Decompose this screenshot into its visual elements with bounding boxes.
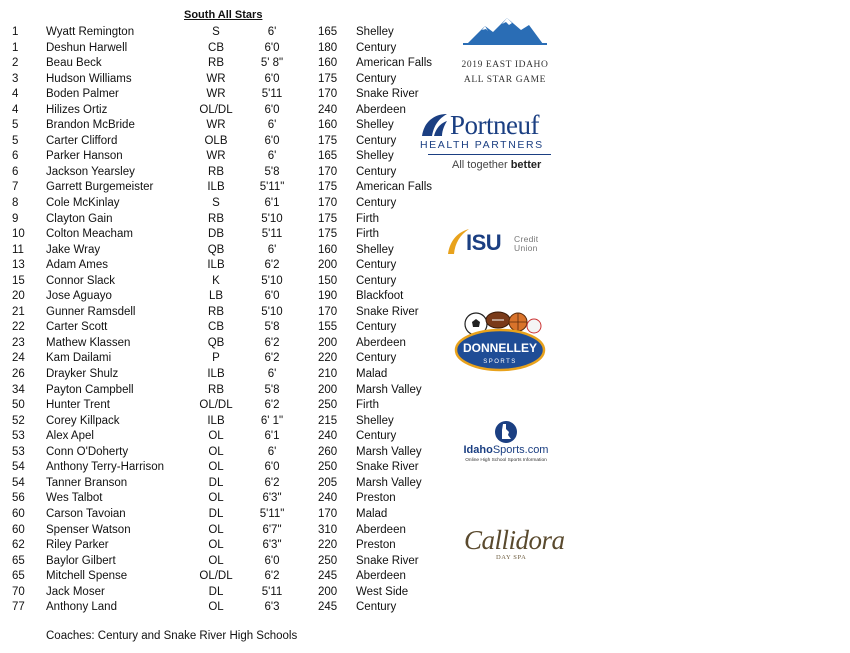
- player-weight: 200: [318, 585, 338, 598]
- player-weight: 250: [318, 554, 338, 567]
- east-idaho-logo: [455, 16, 555, 88]
- player-weight: 170: [318, 507, 338, 520]
- player-weight: 175: [318, 212, 338, 225]
- player-name: Connor Slack: [46, 274, 116, 287]
- player-weight: 210: [318, 368, 338, 381]
- roster-row: 2 Beau Beck RB 5' 8" 160 American Falls: [0, 56, 440, 72]
- portneuf-mark-icon: [420, 112, 448, 138]
- roster-row: 6 Parker Hanson WR 6' 165 Shelley: [0, 149, 440, 165]
- player-school: Century: [356, 352, 397, 365]
- roster-row: 77 Anthony Land OL 6'3 245 Century: [0, 600, 440, 616]
- roster-row: 65 Mitchell Spense OL/DL 6'2 245 Aberdeen: [0, 569, 440, 585]
- player-weight: 250: [318, 461, 338, 474]
- player-number: 10: [12, 228, 25, 241]
- player-number: 20: [12, 290, 25, 303]
- roster-row: 9 Clayton Gain RB 5'10 175 Firth: [0, 212, 440, 228]
- player-number: 5: [12, 134, 19, 147]
- coaches-note: Coaches: Century and Snake River High Schools: [46, 630, 298, 642]
- player-school: Snake River: [356, 305, 419, 318]
- player-weight: 160: [318, 119, 338, 132]
- roster-row: 1 Deshun Harwell CB 6'0 180 Century: [0, 41, 440, 57]
- player-name: Jake Wray: [46, 243, 101, 256]
- player-number: 70: [12, 585, 25, 598]
- roster-row: 60 Spenser Watson OL 6'7" 310 Aberdeen: [0, 523, 440, 539]
- isu-name: ISU: [466, 230, 502, 255]
- roster-row: 54 Anthony Terry-Harrison OL 6'0 250 Snake River: [0, 460, 440, 476]
- player-school: American Falls: [356, 57, 433, 70]
- baseball-icon: [527, 319, 541, 333]
- player-school: Firth: [356, 399, 379, 412]
- donnelley-sports-logo: [452, 310, 548, 376]
- player-number: 13: [12, 259, 25, 272]
- player-weight: 250: [318, 399, 338, 412]
- player-number: 54: [12, 461, 25, 474]
- player-school: Snake River: [356, 88, 419, 101]
- roster-row: 3 Hudson Williams WR 6'0 175 Century: [0, 72, 440, 88]
- player-weight: 180: [318, 41, 338, 54]
- player-number: 65: [12, 554, 25, 567]
- player-name: Parker Hanson: [46, 150, 123, 163]
- player-school: Century: [356, 274, 397, 287]
- roster-row: 13 Adam Ames ILB 6'2 200 Century: [0, 258, 440, 274]
- player-number: 11: [12, 243, 24, 256]
- player-number: 24: [12, 352, 25, 365]
- player-school: Shelley: [356, 150, 394, 163]
- roster-row: 60 Carson Tavoian DL 5'11" 170 Malad: [0, 507, 440, 523]
- player-name: Drayker Shulz: [46, 368, 119, 381]
- roster-row: 6 Jackson Yearsley RB 5'8 170 Century: [0, 165, 440, 181]
- player-number: 60: [12, 523, 25, 536]
- player-number: 50: [12, 399, 25, 412]
- player-school: Firth: [356, 228, 379, 241]
- portneuf-sub: HEALTH PARTNERS: [420, 139, 544, 151]
- player-school: Snake River: [356, 461, 419, 474]
- player-weight: 175: [318, 228, 338, 241]
- player-name: Wyatt Remington: [46, 26, 135, 38]
- player-weight: 165: [318, 26, 338, 38]
- roster-row: 1 Wyatt Remington S 6' 165 Shelley: [0, 25, 440, 41]
- east-idaho-line2: ALL STAR GAME: [463, 75, 547, 85]
- player-number: 1: [12, 26, 19, 38]
- player-weight: 240: [318, 492, 338, 505]
- player-weight: 205: [318, 476, 338, 489]
- player-number: 52: [12, 414, 25, 427]
- donnelley-sub: SPORTS: [483, 359, 517, 365]
- player-school: Century: [356, 321, 397, 334]
- roster-row: 7 Garrett Burgemeister ILB 5'11" 175 American Falls: [0, 180, 440, 196]
- player-name: Jose Aguayo: [46, 290, 112, 303]
- player-name: Gunner Ramsdell: [46, 305, 136, 318]
- player-weight: 150: [318, 274, 338, 287]
- player-number: 23: [12, 336, 25, 349]
- player-number: 53: [12, 445, 25, 458]
- player-name: Hudson Williams: [46, 72, 132, 85]
- player-name: Tanner Branson: [46, 476, 128, 489]
- portneuf-name: Portneuf: [450, 110, 539, 140]
- player-number: 22: [12, 321, 25, 334]
- player-weight: 175: [318, 134, 338, 147]
- player-weight: 200: [318, 383, 338, 396]
- player-number: 77: [12, 601, 25, 614]
- player-weight: 220: [318, 352, 338, 365]
- player-name: Hunter Trent: [46, 399, 110, 412]
- player-number: 56: [12, 492, 25, 505]
- player-school: Shelley: [356, 119, 394, 132]
- player-name: Jackson Yearsley: [46, 165, 135, 178]
- player-weight: 245: [318, 570, 338, 583]
- player-name: Anthony Terry-Harrison: [46, 461, 165, 474]
- player-number: 62: [12, 539, 25, 552]
- roster-row: 15 Connor Slack K 5'10 150 Century: [0, 274, 440, 290]
- idahosports-name: IdahoSports.com: [463, 444, 549, 456]
- player-number: 6: [12, 150, 19, 163]
- player-school: Malad: [356, 368, 388, 381]
- player-number: 54: [12, 476, 25, 489]
- roster-row: 70 Jack Moser DL 5'11 200 West Side: [0, 585, 440, 601]
- roster-row: 53 Alex Apel OL 6'1 240 Century: [0, 429, 440, 445]
- player-school: Shelley: [356, 414, 394, 427]
- player-name: Jack Moser: [46, 585, 105, 598]
- player-name: Alex Apel: [46, 430, 94, 443]
- player-name: Boden Palmer: [46, 88, 119, 101]
- player-school: Shelley: [356, 26, 394, 38]
- roster-row: 56 Wes Talbot OL 6'3" 240 Preston: [0, 491, 440, 507]
- roster-row: 5 Carter Clifford OLB 6'0 175 Century: [0, 134, 440, 150]
- player-name: Beau Beck: [46, 57, 102, 70]
- player-school: Aberdeen: [356, 570, 406, 583]
- player-number: 15: [12, 274, 25, 287]
- roster-row: 20 Jose Aguayo LB 6'0 190 Blackfoot: [0, 289, 440, 305]
- callidora-name: Callidora: [464, 525, 565, 555]
- portneuf-divider: [428, 154, 551, 155]
- player-school: Marsh Valley: [356, 445, 422, 458]
- idahosports-logo: [456, 420, 556, 470]
- player-weight: 220: [318, 539, 338, 552]
- roster-row: 11 Jake Wray QB 6' 160 Shelley: [0, 243, 440, 259]
- roster-row: 22 Carter Scott CB 5'8 155 Century: [0, 320, 440, 336]
- player-number: 4: [12, 103, 19, 116]
- player-school: Century: [356, 197, 397, 210]
- player-name: Carter Scott: [46, 321, 108, 334]
- roster-row: 62 Riley Parker OL 6'3" 220 Preston: [0, 538, 440, 554]
- player-number: 60: [12, 507, 25, 520]
- player-weight: 175: [318, 72, 338, 85]
- player-school: Firth: [356, 212, 379, 225]
- callidora-logo: [458, 524, 565, 562]
- player-number: 34: [12, 383, 25, 396]
- player-name: Colton Meacham: [46, 228, 133, 241]
- player-school: Aberdeen: [356, 336, 406, 349]
- player-number: 53: [12, 430, 25, 443]
- roster-row: 26 Drayker Shulz ILB 6' 210 Malad: [0, 367, 440, 383]
- player-weight: 240: [318, 430, 338, 443]
- player-weight: 165: [318, 150, 338, 163]
- east-idaho-line1: 2019 EAST IDAHO: [461, 60, 549, 70]
- player-weight: 260: [318, 445, 338, 458]
- portneuf-logo: [418, 110, 558, 176]
- roster-row: 8 Cole McKinlay S 6'1 170 Century: [0, 196, 440, 212]
- player-weight: 170: [318, 197, 338, 210]
- player-school: Century: [356, 41, 397, 54]
- player-school: Preston: [356, 539, 396, 552]
- mountain-icon: [463, 16, 547, 46]
- player-number: 8: [12, 197, 19, 210]
- player-name: Adam Ames: [46, 259, 108, 272]
- player-school: Malad: [356, 507, 388, 520]
- roster-row: 24 Kam Dailami P 6'2 220 Century: [0, 351, 440, 367]
- player-school: West Side: [356, 585, 409, 598]
- player-weight: 160: [318, 243, 338, 256]
- player-school: Aberdeen: [356, 103, 406, 116]
- player-weight: 240: [318, 103, 338, 116]
- player-name: Deshun Harwell: [46, 41, 128, 54]
- player-weight: 155: [318, 321, 338, 334]
- player-name: Mitchell Spense: [46, 570, 128, 583]
- player-name: Kam Dailami: [46, 352, 112, 365]
- player-number: 9: [12, 212, 19, 225]
- player-number: 4: [12, 88, 19, 101]
- player-school: Aberdeen: [356, 523, 406, 536]
- player-name: Brandon McBride: [46, 119, 135, 132]
- player-name: Garrett Burgemeister: [46, 181, 154, 194]
- isu-subtitle: Credit Union: [514, 234, 539, 253]
- player-school: Century: [356, 601, 397, 614]
- player-weight: 170: [318, 165, 338, 178]
- player-name: Hilizes Ortiz: [46, 103, 108, 116]
- player-weight: 200: [318, 336, 338, 349]
- player-number: 1: [12, 41, 19, 54]
- idahosports-sub: Online High School Sports Information: [465, 458, 547, 463]
- roster-row: 4 Boden Palmer WR 5'11 170 Snake River: [0, 87, 440, 103]
- player-number: 3: [12, 72, 19, 85]
- player-name: Riley Parker: [46, 539, 109, 552]
- roster-row: 52 Corey Killpack ILB 6' 1" 215 Shelley: [0, 414, 440, 430]
- player-school: Preston: [356, 492, 396, 505]
- roster-row: 65 Baylor Gilbert OL 6'0 250 Snake River: [0, 554, 440, 570]
- player-number: 2: [12, 57, 19, 70]
- callidora-sub: DAY SPA: [496, 554, 527, 561]
- player-weight: 190: [318, 290, 338, 303]
- player-number: 7: [12, 181, 19, 194]
- player-school: Shelley: [356, 243, 394, 256]
- player-name: Carson Tavoian: [46, 507, 126, 520]
- roster-table: [0, 25, 440, 616]
- player-school: Century: [356, 259, 397, 272]
- roster-row: 23 Mathew Klassen QB 6'2 200 Aberdeen: [0, 336, 440, 352]
- player-school: Century: [356, 165, 397, 178]
- player-name: Mathew Klassen: [46, 336, 131, 349]
- roster-row: 4 Hilizes Ortiz OL/DL 6'0 240 Aberdeen: [0, 103, 440, 119]
- player-name: Cole McKinlay: [46, 197, 120, 210]
- player-school: Marsh Valley: [356, 383, 422, 396]
- roster-row: 50 Hunter Trent OL/DL 6'2 250 Firth: [0, 398, 440, 414]
- player-weight: 160: [318, 57, 338, 70]
- idaho-state-icon: [493, 420, 519, 444]
- player-number: 21: [12, 305, 25, 318]
- player-weight: 245: [318, 601, 338, 614]
- page-title: South All Stars: [184, 9, 263, 21]
- player-weight: 310: [318, 523, 338, 536]
- player-school: Century: [356, 72, 397, 85]
- player-number: 26: [12, 368, 25, 381]
- player-number: 65: [12, 570, 25, 583]
- portneuf-tagline: All together better: [452, 159, 542, 171]
- player-school: Blackfoot: [356, 290, 404, 303]
- player-weight: 170: [318, 305, 338, 318]
- donnelley-name: DONNELLEY: [462, 341, 538, 355]
- player-number: 6: [12, 165, 19, 178]
- roster-row: 53 Conn O'Doherty OL 6' 260 Marsh Valley: [0, 445, 440, 461]
- player-name: Anthony Land: [46, 601, 117, 614]
- roster-row: 54 Tanner Branson DL 6'2 205 Marsh Valley: [0, 476, 440, 492]
- roster-row: 10 Colton Meacham DB 5'11 175 Firth: [0, 227, 440, 243]
- player-name: Conn O'Doherty: [46, 445, 129, 458]
- player-number: 5: [12, 119, 19, 132]
- player-weight: 175: [318, 181, 338, 194]
- player-name: Carter Clifford: [46, 134, 118, 147]
- player-weight: 200: [318, 259, 338, 272]
- player-name: Clayton Gain: [46, 212, 113, 225]
- player-name: Payton Campbell: [46, 383, 134, 396]
- isu-credit-union-logo: [446, 226, 556, 260]
- player-name: Corey Killpack: [46, 414, 120, 427]
- player-school: American Falls: [356, 181, 433, 194]
- player-name: Baylor Gilbert: [46, 554, 116, 567]
- player-school: Snake River: [356, 554, 419, 567]
- player-school: Marsh Valley: [356, 476, 422, 489]
- roster-row: 21 Gunner Ramsdell RB 5'10 170 Snake River: [0, 305, 440, 321]
- player-name: Wes Talbot: [46, 492, 103, 505]
- player-name: Spenser Watson: [46, 523, 131, 536]
- roster-row: 34 Payton Campbell RB 5'8 200 Marsh Valley: [0, 383, 440, 399]
- player-weight: 215: [318, 414, 338, 427]
- roster-row: 5 Brandon McBride WR 6' 160 Shelley: [0, 118, 440, 134]
- player-school: Century: [356, 430, 397, 443]
- player-weight: 170: [318, 88, 338, 101]
- player-school: Century: [356, 134, 397, 147]
